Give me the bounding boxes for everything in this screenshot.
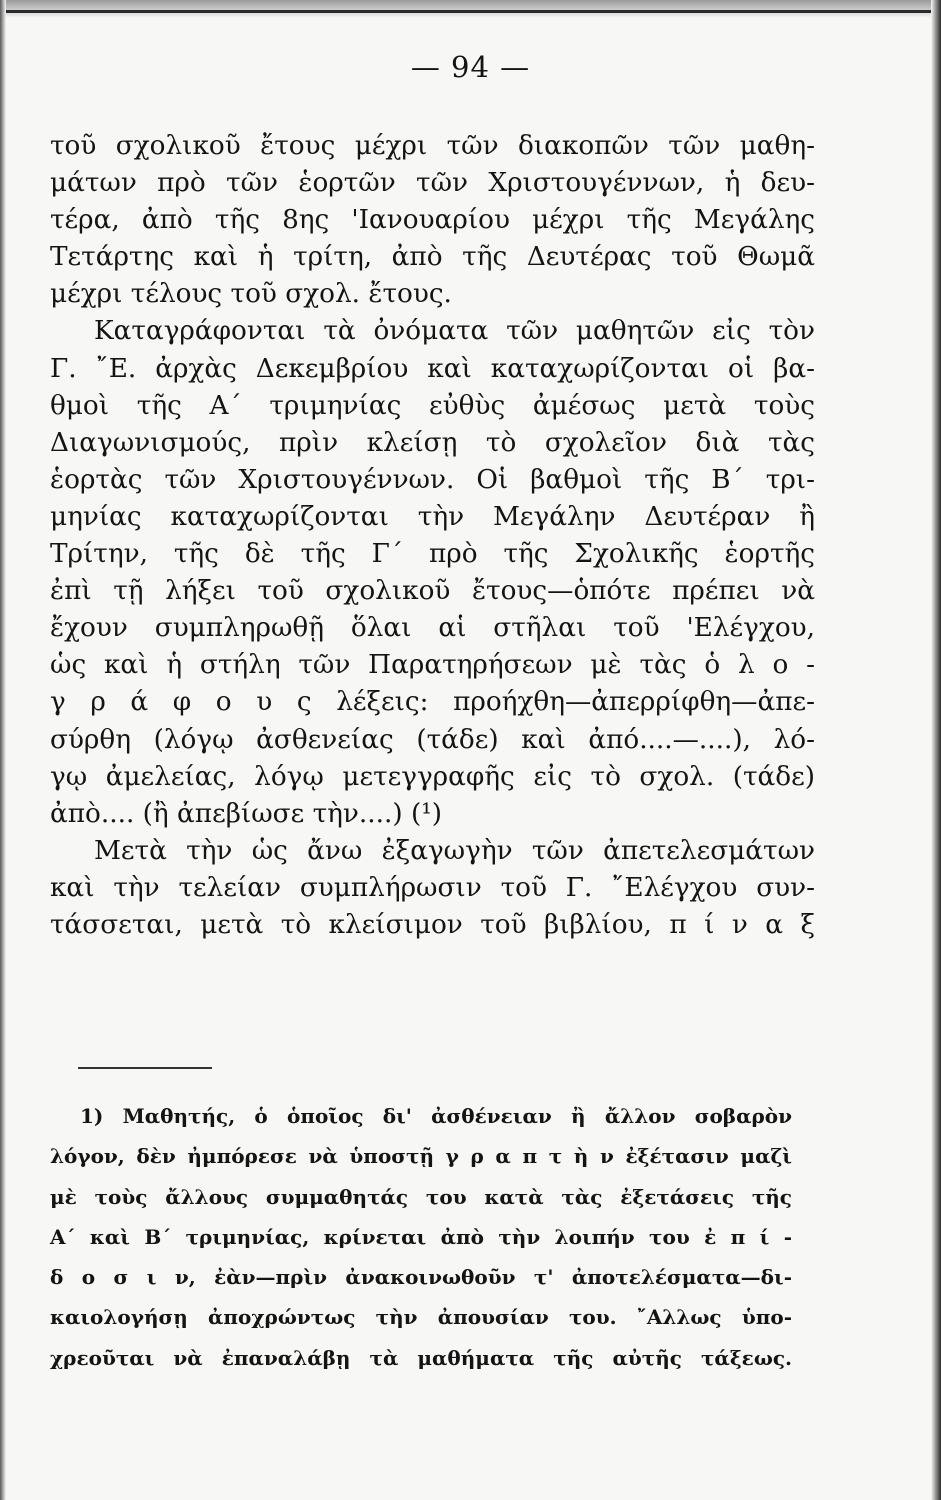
text-line: τέρα, ἀπὸ τῆς 8ης 'Ιανουαρίου μέχρι τῆς Μεγάλης [50, 205, 815, 236]
text-line: μηνίας καταχωρίζονται τὴν Μεγάλην Δευτέραν ἢ [50, 501, 815, 532]
text-line: ἐπὶ τῇ λήξει τοῦ σχολικοῦ ἔτους—ὁπότε πρέπει νὰ [50, 576, 815, 607]
scan-left-edge [0, 0, 6, 1500]
scan-top-edge [0, 0, 941, 18]
page-number: — 94 — [410, 50, 531, 84]
text-line: ἔχουν συμπληρωθῇ ὅλαι αἱ στῆλαι τοῦ 'Ελέγχου, [50, 613, 815, 644]
text-line: καὶ τὴν τελείαν συμπλήρωσιν τοῦ Γ. ῎Ελέγχου συν- [50, 872, 815, 903]
footnote [50, 1096, 792, 1378]
text-line: τοῦ σχολικοῦ ἔτους μέχρι τῶν διακοπῶν τῶν μαθη- [50, 131, 815, 161]
text-line: μάτων πρὸ τῶν ἑορτῶν τῶν Χριστουγέννων, ἡ δευ- [50, 168, 815, 199]
text-line: γ ρ ά φ ο υ ς λέξεις: προήχθη—ἀπερρίφθη—ἀπε- [50, 687, 815, 718]
text-line: Τρίτην, τῆς δὲ τῆς Γ΄ πρὸ τῆς Σχολικῆς ἑορτῆς [50, 539, 815, 570]
main-text [50, 128, 815, 944]
footnote-line: χρεοῦται νὰ ἐπαναλάβῃ τὰ μαθήματα τῆς αὐτῆς τάξεως. [50, 1345, 792, 1370]
text-line: γῳ ἀμελείας, λόγῳ μετεγγραφῆς εἰς τὸ σχολ. (τάδε) [50, 761, 815, 792]
text-line: Καταγράφονται τὰ ὀνόματα τῶν μαθητῶν εἰς τὸν [94, 316, 815, 347]
text-line: σύρθη (λόγῳ ἀσθενείας (τάδε) καὶ ἀπό....—....), λό- [50, 724, 815, 755]
footnote-line: 1) Μαθητής, ὁ ὁποῖος δι' ἀσθένειαν ἢ ἄλλον σοβαρὸν [80, 1104, 792, 1128]
footnote-line: δ ο σ ι ν, ἐὰν—πρὶν ἀνακοινωθοῦν τ' ἀποτελέσματα—δι- [50, 1265, 792, 1290]
text-line: θμοὶ τῆς Α΄ τριμηνίας εὐθὺς ἀμέσως μετὰ τοὺς [50, 390, 815, 421]
text-line: Διαγωνισμούς, πρὶν κλείσῃ τὸ σχολεῖον διὰ τὰς [50, 427, 815, 458]
text-line: ὡς καὶ ἡ στήλη τῶν Παρατηρήσεων μὲ τὰς ὁ λ ο - [50, 650, 815, 681]
text-line: ἑορτὰς τῶν Χριστουγέννων. Οἱ βαθμοὶ τῆς Β΄ τρι- [50, 464, 815, 495]
footnote-line: Α΄ καὶ Β΄ τριμηνίας, κρίνεται ἀπὸ τὴν λοιπήν του ἐ π ί - [50, 1224, 792, 1249]
footnote-line: καιολογήσῃ ἀποχρώντως τὴν ἀπουσίαν του. ῎Αλλως ὑπο- [50, 1305, 792, 1330]
text-line: τάσσεται, μετὰ τὸ κλείσιμον τοῦ βιβλίου, π ί ν α ξ [50, 909, 815, 940]
text-line: ἀπὸ.... (ἢ ἀπεβίωσε τὴν....) (¹) [50, 798, 443, 829]
footnote-line: λόγον, δὲν ἠμπόρεσε νὰ ὑποστῇ γ ρ α π τ ὴ ν ἐξέτασιν μαζὶ [50, 1144, 792, 1169]
text-line: μέχρι τέλους τοῦ σχολ. ἔτους. [50, 279, 452, 310]
scan-right-edge [931, 0, 941, 1500]
text-line: Γ. ῎Ε. ἀρχὰς Δεκεμβρίου καὶ καταχωρίζονται οἱ βα- [50, 353, 815, 384]
footnote-line: μὲ τοὺς ἄλλους συμμαθητάς του κατὰ τὰς ἐξετάσεις τῆς [50, 1184, 792, 1209]
footnote-divider [78, 1067, 212, 1069]
text-line: Τετάρτης καὶ ἡ τρίτη, ἀπὸ τῆς Δευτέρας τοῦ Θωμᾶ [50, 242, 815, 273]
text-line: Μετὰ τὴν ὡς ἄνω ἐξαγωγὴν τῶν ἀπετελεσμάτων [94, 835, 815, 866]
